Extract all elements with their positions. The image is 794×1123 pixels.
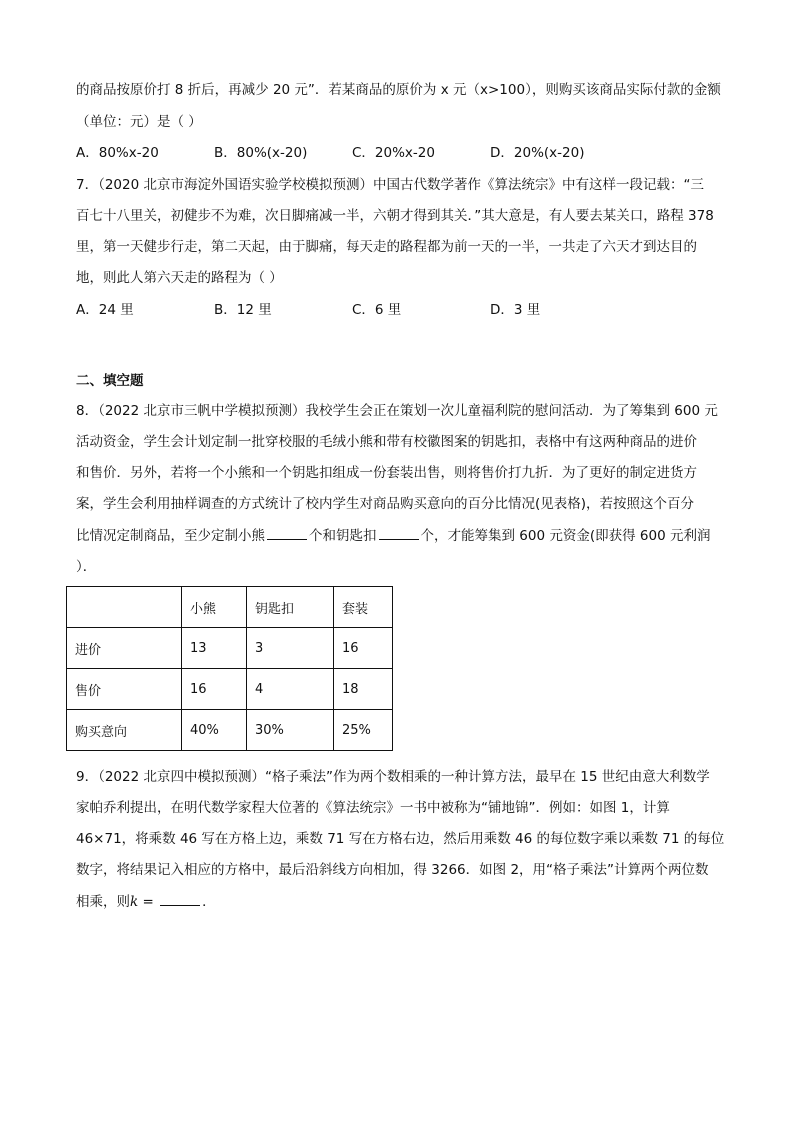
table-row (67, 628, 393, 669)
q7-line-1: 7．（2020 北京市海淀外国语实验学校模拟预测）中国古代数学著作《算法统宗》中有这样一段记载：“三 (76, 177, 704, 193)
table-cell: 40% (182, 710, 247, 751)
table-cell: 30% (247, 710, 334, 751)
table-cell: 13 (182, 628, 247, 669)
table-row (67, 669, 393, 710)
q8-line-5 (76, 525, 710, 546)
q8-line-2: 活动资金，学生会计划定制一批穿校服的毛绒小熊和带有校徽图案的钥匙扣，表格中有这两种商品的进价 (76, 434, 697, 450)
q9-line-2: 家帕乔利提出，在明代数学家程大位著的《算法统宗》一书中被称为“铺地锦”．例如：如图 1，计算 (76, 800, 670, 816)
q7-option-a[interactable]: A．24 里 (76, 302, 134, 318)
q8-line-4: 案，学生会利用抽样调查的方式统计了校内学生对商品购买意向的百分比情况(见表格)，若按照这个百分 (76, 496, 695, 512)
table-header-row (67, 587, 393, 628)
table-header-cell (67, 587, 182, 628)
q6-option-d[interactable]: D．20%(x-20) (490, 145, 585, 161)
q8-line-3: 和售价．另外，若将一个小熊和一个钥匙扣组成一份套装出售，则将售价打九折．为了更好的制定进货方 (76, 465, 697, 481)
table-header-cell: 小熊 (182, 587, 247, 628)
q6-line-1: 的商品按原价打 8 折后，再减少 20 元”．若某商品的原价为 x 元（x>100），则购买该商品实际付款的金额 (76, 82, 721, 98)
q6-line-2: （单位：元）是（ ） (76, 114, 202, 130)
table-cell: 3 (247, 628, 334, 669)
table-header-cell: 套装 (334, 587, 393, 628)
q6-option-c[interactable]: C．20%x-20 (352, 145, 435, 161)
q8-line-5-part-c: 个，才能筹集到 600 元资金(即获得 600 元利润 (420, 528, 711, 544)
table-row-label: 售价 (67, 669, 182, 710)
table-cell: 25% (334, 710, 393, 751)
answer-blank-bear[interactable] (267, 525, 307, 540)
table-header-cell: 钥匙扣 (247, 587, 334, 628)
table-cell: 4 (247, 669, 334, 710)
q9-line-5 (76, 891, 216, 912)
table-cell: 16 (182, 669, 247, 710)
q9-line-5-end: ． (202, 894, 216, 910)
q8-line-5-part-b: 个和钥匙扣 (309, 528, 377, 544)
q9-line-5-equals: = (138, 894, 159, 910)
section-title: 二、填空题 (76, 373, 144, 389)
q6-option-a[interactable]: A．80%x-20 (76, 145, 159, 161)
q8-line-1: 8．（2022 北京市三帆中学模拟预测）我校学生会正在策划一次儿童福利院的慰问活动．为了筹集到 600 元 (76, 403, 718, 419)
table-row (67, 710, 393, 751)
q9-line-4: 数字，将结果记入相应的方格中，最后沿斜线方向相加，得 3266．如图 2，用“格子乘法”计算两个两位数 (76, 862, 709, 878)
answer-blank-keychain[interactable] (379, 525, 419, 540)
price-table (66, 586, 393, 751)
variable-k: k (130, 894, 139, 910)
q8-line-6: ）． (76, 559, 97, 575)
q9-line-1: 9．（2022 北京四中模拟预测）“格子乘法”作为两个数相乘的一种计算方法，最早在 15 世纪由意大利数学 (76, 769, 710, 785)
q9-line-3: 46×71，将乘数 46 写在方格上边，乘数 71 写在方格右边，然后用乘数 46 的每位数字乘以乘数 71 的每位 (76, 831, 725, 847)
q9-line-5-part-a: 相乘，则 (76, 894, 130, 910)
answer-blank-k[interactable] (160, 891, 200, 906)
q7-option-b[interactable]: B．12 里 (214, 302, 272, 318)
table-row-label: 购买意向 (67, 710, 182, 751)
q8-line-5-part-a: 比情况定制商品，至少定制小熊 (76, 528, 265, 544)
table-cell: 18 (334, 669, 393, 710)
q7-option-c[interactable]: C．6 里 (352, 302, 402, 318)
table-cell: 16 (334, 628, 393, 669)
q6-options (76, 143, 726, 163)
q7-line-2: 百七十八里关，初健步不为难，次日脚痛减一半，六朝才得到其关．”其大意是，有人要去某关口，路程 378 (76, 208, 714, 224)
q7-line-4: 地，则此人第六天走的路程为（ ） (76, 270, 283, 286)
q7-line-3: 里，第一天健步行走，第二天起，由于脚痛，每天走的路程都为前一天的一半，一共走了六天才到达目的 (76, 239, 697, 255)
table-row-label: 进价 (67, 628, 182, 669)
q6-option-b[interactable]: B．80%(x-20) (214, 145, 308, 161)
q7-options (76, 300, 726, 320)
q7-option-d[interactable]: D．3 里 (490, 302, 541, 318)
